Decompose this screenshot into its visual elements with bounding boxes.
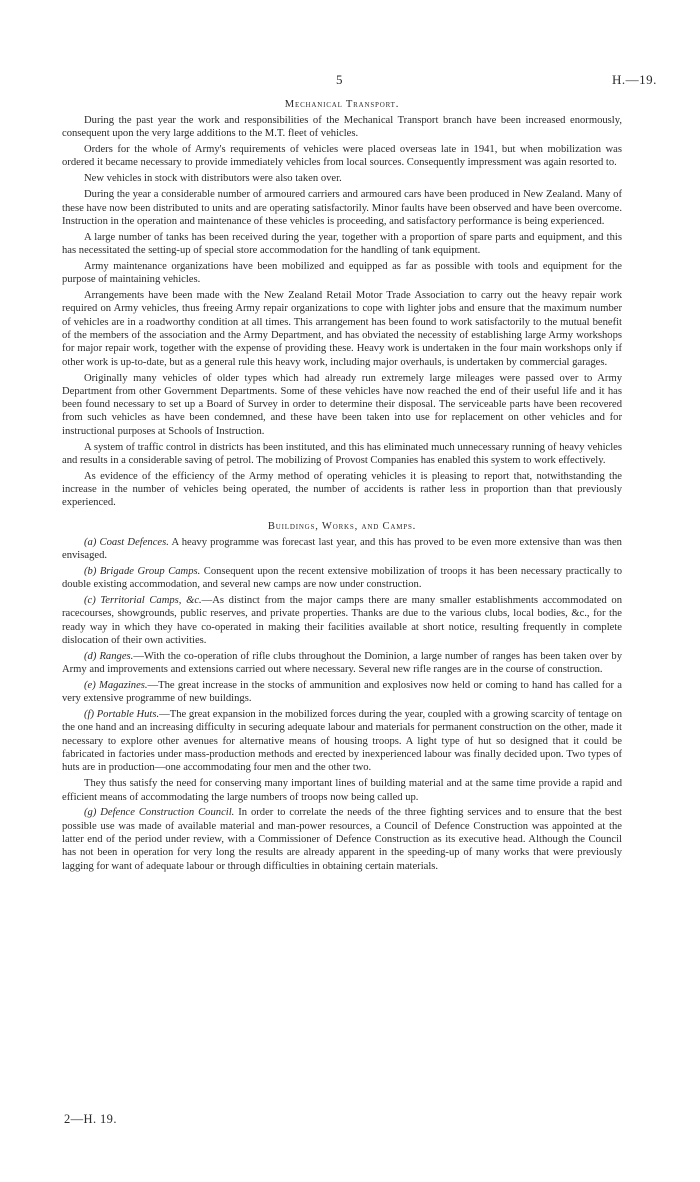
item-label: (e) Magazines. xyxy=(84,680,148,691)
section-heading: Buildings, Works, and Camps. xyxy=(267,520,417,532)
item-text: —The great increase in the stocks of ammunition and explosives now held or coming to hand has called for a very extensive programme of new buildings. xyxy=(62,680,622,705)
item-text: They thus satisfy the need for conserving many important lines of building material and at the same time provide a rapid and efficient means of accommodating the large numbers of troops now being called up. xyxy=(62,778,622,803)
list-item xyxy=(62,536,622,563)
paragraph: Orders for the whole of Army's requirements of vehicles were placed overseas late in 1941, but when mobilization was ordered it became necessary to provide immediately vehicles from local sources. Consequently impressment was again resorted to. xyxy=(62,144,622,169)
item-text: —As distinct from the major camps there are many smaller establishments accommodated on racecourses, showgrounds, public reserves, and private properties. Thanks are due to the various clubs, local bodies, &c., for the ready way in which they have co-operated in making their facilities available at short notice, resulting frequently in complete dislocation of their own activities. xyxy=(62,595,622,646)
item-text: Consequent upon the recent extensive mobilization of troops it has been necessary practically to double existing accommodation, and several new camps are now under construction. xyxy=(62,565,623,591)
paragraph: Originally many vehicles of older types which had already run extremely large mileages were passed over to Army Department from other Government Departments. Some of these vehicles have now reached the end of their useful life and it has been found necessary to set up a Board of Survey in order to determine their disposal. The serviceable parts have been recovered from such vehicles as have been condemned, and these have been taken into use for replacement on other vehicles and for instructional purposes at Schools of Instruction. xyxy=(62,372,622,437)
paragraph: Army maintenance organizations have been mobilized and equipped as far as possible with tools and equipment for the purpose of maintaining vehicles. xyxy=(62,260,622,286)
section-heading: Mechanical Transport. xyxy=(284,99,400,110)
section-buildings-works-camps xyxy=(62,520,622,873)
item-text: In order to correlate the needs of the three fighting services and to ensure that the best possible use was made of available material and man-power resources, a Council of Defence Construction was appointed at the latter end of the period under review, with a Commissioner of Defence Construction as its executive head. Although the Council has not been in operation for very long the results are already apparent in the speeding-up of many works that were previously lagging for want of adequate labour or through difficulties in obtaining certain materials. xyxy=(62,807,622,872)
page-footer: 2—H. 19. xyxy=(64,1112,117,1126)
item-label: (f) Portable Huts. xyxy=(84,709,160,721)
list-item xyxy=(62,806,622,872)
paragraph: Arrangements have been made with the New Zealand Retail Motor Trade Association to carry out the heavy repair work required on Army vehicles, thus freeing Army repair organizations to cope with lighter jobs and ensure that the maximum number of vehicles are in a roadworthy condition at all times. This arrangement has been found to work satisfactorily to the mutual benefit of the members of the association and the Army Department, and has obviated the necessity of establishing large Army workshops for major repair work, together with the expense of providing these. Heavy work is undertaken in the four main workshops only if other work is up-to-date, but as a general rule this heavy work, including major overhauls, is undertaken by commercial garages. xyxy=(62,290,622,368)
page-header xyxy=(0,72,700,88)
list-item xyxy=(62,594,622,647)
item-label: (a) Coast Defences. xyxy=(84,536,169,548)
item-text: A heavy programme was forecast last year, and this has proved to be even more extensive than was then envisaged. xyxy=(62,536,622,561)
document-reference: H.—19. xyxy=(612,72,657,87)
list-item xyxy=(62,777,622,804)
paragraph: A system of traffic control in districts has been instituted, and this has eliminated much unnecessary running of heavy vehicles and results in a considerable saving of petrol. The mobilizing of Provost Companies has enabled this system to work effectively. xyxy=(62,441,622,466)
paragraph: During the past year the work and responsibilities of the Mechanical Transport branch have been increased enormously, consequent upon the very large additions to the M.T. fleet of vehicles. xyxy=(62,115,622,140)
paragraph: As evidence of the efficiency of the Army method of operating vehicles it is pleasing to report that, notwithstanding the increase in the number of vehicles being operated, the number of accidents is rather less in proportion than that previously experienced. xyxy=(62,470,622,509)
list-item xyxy=(62,565,622,592)
item-label: (c) Territorial Camps, &c. xyxy=(84,595,202,607)
item-text: —The great expansion in the mobilized forces during the year, coupled with a growing scarcity of tentage on the one hand and an increasing difficulty in securing adequate labour and materials for permanent construction on the other, made it necessary to explore other avenues for alternative means of housing troops. A light type of hut so designed that it could be fabricated in factories under mass-production methods and erected by inexperienced labour was finally decided upon. Two types of huts are in production—one accommodating four men and the other two. xyxy=(62,709,622,774)
paragraph: During the year a considerable number of armoured carriers and armoured cars have been produced in New Zealand. Many of these have now been distributed to units and are operating satisfactorily. Minor faults have been observed and have been overcome. Instruction in the operation and maintenance of these vehicles is proceeding, and satisfactory performance is being experienced. xyxy=(62,189,622,227)
section-mechanical-transport xyxy=(62,98,622,510)
paragraph: New vehicles in stock with distributors were also taken over. xyxy=(84,173,342,185)
item-label: (b) Brigade Group Camps. xyxy=(84,565,201,577)
item-label: (g) Defence Construction Council. xyxy=(84,807,235,819)
item-text: —With the co-operation of rifle clubs throughout the Dominion, a large number of ranges has been taken over by Army and improvements and extensions carried out where necessary. Several new rifle ranges are in the course of construction. xyxy=(62,650,623,676)
paragraph: A large number of tanks has been received during the year, together with a proportion of spare parts and equipment, and this has necessitated the setting-up of special store accommodation for the handling of tank equipment. xyxy=(62,231,622,257)
page-number: 5 xyxy=(336,72,343,87)
item-label: (d) Ranges. xyxy=(84,650,134,662)
list-item xyxy=(62,679,622,706)
page-body xyxy=(62,98,622,876)
list-item xyxy=(62,708,622,774)
list-item xyxy=(62,650,622,677)
